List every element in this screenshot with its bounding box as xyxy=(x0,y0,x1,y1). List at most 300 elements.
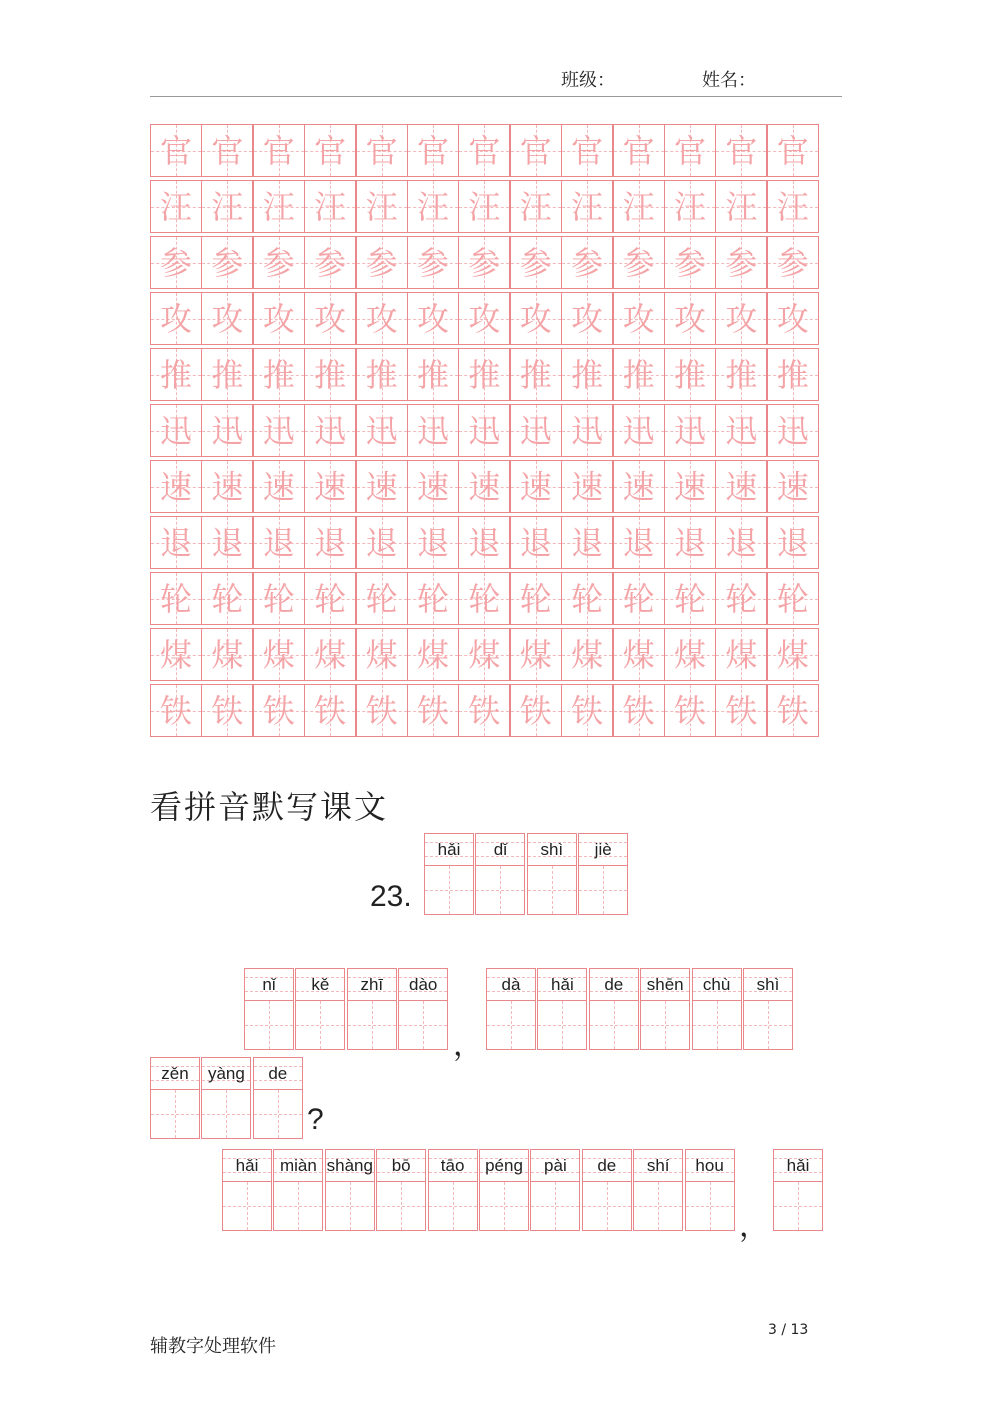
trace-character: 攻 xyxy=(468,299,501,338)
practice-cell xyxy=(407,572,459,625)
pinyin-label: shēn xyxy=(641,969,689,1001)
trace-character: 推 xyxy=(673,355,706,394)
trace-character: 轮 xyxy=(262,579,295,618)
practice-cell xyxy=(356,572,408,625)
writing-area[interactable] xyxy=(693,1001,741,1049)
practice-cell xyxy=(561,180,613,233)
practice-cell xyxy=(458,404,510,457)
practice-cell xyxy=(613,460,665,513)
practice-cell xyxy=(150,292,202,345)
practice-cell xyxy=(356,460,408,513)
pinyin-box[interactable] xyxy=(424,833,474,915)
practice-cell xyxy=(561,572,613,625)
trace-character: 轮 xyxy=(365,579,398,618)
trace-character: 煤 xyxy=(211,635,244,674)
pinyin-label: pài xyxy=(531,1150,579,1182)
practice-cell xyxy=(715,516,767,569)
writing-area[interactable] xyxy=(641,1001,689,1049)
trace-character: 汪 xyxy=(725,187,758,226)
trace-character: 攻 xyxy=(159,299,192,338)
trace-character: 参 xyxy=(776,243,809,282)
trace-character: 汪 xyxy=(622,187,655,226)
practice-cell xyxy=(458,460,510,513)
practice-cell xyxy=(664,404,716,457)
trace-character: 攻 xyxy=(776,299,809,338)
practice-cell xyxy=(458,124,510,177)
practice-cell xyxy=(561,292,613,345)
practice-cell xyxy=(664,348,716,401)
pinyin-box[interactable] xyxy=(527,833,577,915)
footer-software-name: 辅教字处理软件 xyxy=(150,1336,276,1357)
pinyin-label: de xyxy=(583,1150,631,1182)
trace-character: 参 xyxy=(519,243,552,282)
practice-cell xyxy=(458,180,510,233)
writing-area[interactable] xyxy=(538,1001,586,1049)
trace-character: 铁 xyxy=(159,691,192,730)
practice-cell xyxy=(407,124,459,177)
practice-cell xyxy=(304,404,356,457)
practice-cell xyxy=(407,292,459,345)
practice-cell xyxy=(767,628,819,681)
practice-cell xyxy=(150,516,202,569)
writing-area[interactable] xyxy=(326,1182,374,1230)
trace-character: 铁 xyxy=(622,691,655,730)
practice-cell xyxy=(150,124,202,177)
trace-character: 参 xyxy=(571,243,604,282)
trace-character: 官 xyxy=(571,131,604,170)
practice-cell xyxy=(715,292,767,345)
trace-character: 攻 xyxy=(211,299,244,338)
practice-cell xyxy=(613,516,665,569)
trace-character: 官 xyxy=(314,131,347,170)
trace-character: 官 xyxy=(725,131,758,170)
practice-cell xyxy=(613,572,665,625)
pinyin-box[interactable] xyxy=(633,1149,683,1231)
trace-character: 迅 xyxy=(416,411,449,450)
trace-character: 官 xyxy=(622,131,655,170)
practice-cell xyxy=(613,124,665,177)
trace-character: 官 xyxy=(211,131,244,170)
trace-character: 煤 xyxy=(673,635,706,674)
practice-cell xyxy=(561,236,613,289)
trace-character: 攻 xyxy=(262,299,295,338)
trace-character: 汪 xyxy=(519,187,552,226)
practice-cell xyxy=(356,180,408,233)
trace-character: 攻 xyxy=(673,299,706,338)
trace-character: 迅 xyxy=(622,411,655,450)
pinyin-label: dà xyxy=(487,969,535,1001)
practice-cell xyxy=(458,684,510,737)
practice-cell xyxy=(613,292,665,345)
practice-cell xyxy=(510,236,562,289)
writing-area[interactable] xyxy=(487,1001,535,1049)
practice-cell xyxy=(664,292,716,345)
practice-cell xyxy=(613,180,665,233)
trace-character: 攻 xyxy=(571,299,604,338)
trace-character: 迅 xyxy=(159,411,192,450)
trace-character: 速 xyxy=(622,467,655,506)
writing-area[interactable] xyxy=(223,1182,271,1230)
pinyin-box[interactable] xyxy=(479,1149,529,1231)
practice-cell xyxy=(510,684,562,737)
practice-cell xyxy=(253,180,305,233)
writing-area[interactable] xyxy=(476,866,524,914)
writing-area[interactable] xyxy=(744,1001,792,1049)
practice-cell xyxy=(201,460,253,513)
trace-character: 攻 xyxy=(416,299,449,338)
trace-character: 迅 xyxy=(211,411,244,450)
pinyin-label: miàn xyxy=(274,1150,322,1182)
practice-cell xyxy=(201,572,253,625)
practice-cell xyxy=(715,572,767,625)
trace-character: 迅 xyxy=(365,411,398,450)
practice-cell xyxy=(304,460,356,513)
pinyin-box[interactable] xyxy=(201,1057,251,1139)
practice-cell xyxy=(150,236,202,289)
writing-area[interactable] xyxy=(579,866,627,914)
trace-character: 汪 xyxy=(211,187,244,226)
pinyin-box[interactable] xyxy=(244,968,294,1050)
writing-area[interactable] xyxy=(583,1182,631,1230)
practice-cell xyxy=(767,124,819,177)
trace-character: 铁 xyxy=(365,691,398,730)
trace-character: 推 xyxy=(416,355,449,394)
trace-character: 速 xyxy=(159,467,192,506)
practice-cell xyxy=(767,348,819,401)
pinyin-box[interactable] xyxy=(475,833,525,915)
practice-cell xyxy=(458,236,510,289)
writing-area[interactable] xyxy=(686,1182,734,1230)
practice-cell xyxy=(664,460,716,513)
trace-character: 速 xyxy=(365,467,398,506)
trace-character: 煤 xyxy=(314,635,347,674)
practice-cell xyxy=(356,236,408,289)
practice-cell xyxy=(356,348,408,401)
trace-character: 退 xyxy=(519,523,552,562)
trace-character: 轮 xyxy=(314,579,347,618)
trace-character: 轮 xyxy=(725,579,758,618)
pinyin-box[interactable] xyxy=(773,1149,823,1231)
writing-area[interactable] xyxy=(425,866,473,914)
practice-cell xyxy=(407,460,459,513)
trace-character: 铁 xyxy=(571,691,604,730)
practice-cell xyxy=(613,348,665,401)
writing-area[interactable] xyxy=(531,1182,579,1230)
trace-character: 汪 xyxy=(571,187,604,226)
trace-character: 参 xyxy=(211,243,244,282)
trace-character: 推 xyxy=(622,355,655,394)
practice-cell xyxy=(510,404,562,457)
practice-cell xyxy=(664,628,716,681)
trace-character: 轮 xyxy=(776,579,809,618)
trace-character: 汪 xyxy=(416,187,449,226)
practice-cell xyxy=(407,628,459,681)
pinyin-box[interactable] xyxy=(273,1149,323,1231)
practice-cell xyxy=(613,628,665,681)
pinyin-label: dǐ xyxy=(476,834,524,866)
pinyin-box[interactable] xyxy=(295,968,345,1050)
practice-cell xyxy=(767,572,819,625)
pinyin-label: zhī xyxy=(348,969,396,1001)
practice-cell xyxy=(561,460,613,513)
practice-cell xyxy=(253,348,305,401)
pinyin-box[interactable] xyxy=(428,1149,478,1231)
pinyin-box[interactable] xyxy=(685,1149,735,1231)
pinyin-box[interactable] xyxy=(325,1149,375,1231)
pinyin-label: tāo xyxy=(429,1150,477,1182)
trace-character: 参 xyxy=(262,243,295,282)
trace-character: 参 xyxy=(622,243,655,282)
trace-character: 迅 xyxy=(468,411,501,450)
practice-cell xyxy=(201,180,253,233)
pinyin-label: shì xyxy=(744,969,792,1001)
practice-cell xyxy=(356,404,408,457)
trace-character: 速 xyxy=(673,467,706,506)
trace-character: 迅 xyxy=(673,411,706,450)
trace-character: 轮 xyxy=(622,579,655,618)
pinyin-label: chù xyxy=(693,969,741,1001)
trace-character: 官 xyxy=(468,131,501,170)
writing-area[interactable] xyxy=(429,1182,477,1230)
practice-cell xyxy=(561,124,613,177)
practice-cell xyxy=(767,180,819,233)
practice-cell xyxy=(407,516,459,569)
pinyin-box[interactable] xyxy=(589,968,639,1050)
pinyin-box[interactable] xyxy=(376,1149,426,1231)
writing-area[interactable] xyxy=(377,1182,425,1230)
pinyin-label: hǎi xyxy=(774,1150,822,1182)
practice-cell xyxy=(253,124,305,177)
pinyin-box[interactable] xyxy=(222,1149,272,1231)
trace-character: 参 xyxy=(468,243,501,282)
trace-character: 退 xyxy=(416,523,449,562)
trace-character: 速 xyxy=(519,467,552,506)
trace-character: 推 xyxy=(314,355,347,394)
trace-character: 煤 xyxy=(416,635,449,674)
writing-area[interactable] xyxy=(634,1182,682,1230)
practice-cell xyxy=(304,628,356,681)
writing-area[interactable] xyxy=(202,1090,250,1138)
practice-cell xyxy=(510,460,562,513)
trace-character: 迅 xyxy=(725,411,758,450)
page-number: 3 / 13 xyxy=(768,1322,809,1338)
practice-cell xyxy=(201,124,253,177)
writing-area[interactable] xyxy=(296,1001,344,1049)
trace-character: 铁 xyxy=(519,691,552,730)
trace-character: 轮 xyxy=(211,579,244,618)
trace-character: 煤 xyxy=(519,635,552,674)
section-title: 看拼音默写课文 xyxy=(150,788,389,826)
trace-character: 速 xyxy=(416,467,449,506)
practice-cell xyxy=(458,348,510,401)
trace-character: 煤 xyxy=(571,635,604,674)
trace-character: 退 xyxy=(776,523,809,562)
pinyin-box[interactable] xyxy=(150,1057,200,1139)
practice-cell xyxy=(407,236,459,289)
practice-cell xyxy=(201,628,253,681)
trace-character: 参 xyxy=(725,243,758,282)
practice-cell xyxy=(201,516,253,569)
pinyin-label: péng xyxy=(480,1150,528,1182)
question-mark: ? xyxy=(307,1103,324,1136)
trace-character: 轮 xyxy=(468,579,501,618)
trace-character: 攻 xyxy=(314,299,347,338)
writing-area[interactable] xyxy=(348,1001,396,1049)
pinyin-label: shì xyxy=(528,834,576,866)
writing-area[interactable] xyxy=(528,866,576,914)
trace-character: 官 xyxy=(262,131,295,170)
practice-cell xyxy=(510,124,562,177)
practice-cell xyxy=(715,404,767,457)
header-divider xyxy=(150,96,842,97)
trace-character: 退 xyxy=(159,523,192,562)
practice-cell xyxy=(304,348,356,401)
trace-character: 汪 xyxy=(159,187,192,226)
pinyin-box[interactable] xyxy=(347,968,397,1050)
pinyin-box[interactable] xyxy=(578,833,628,915)
pinyin-label: nǐ xyxy=(245,969,293,1001)
pinyin-label: jiè xyxy=(579,834,627,866)
trace-character: 退 xyxy=(468,523,501,562)
trace-character: 攻 xyxy=(365,299,398,338)
practice-cell xyxy=(715,236,767,289)
practice-cell xyxy=(253,404,305,457)
trace-character: 轮 xyxy=(416,579,449,618)
practice-cell xyxy=(561,516,613,569)
practice-cell xyxy=(561,628,613,681)
practice-cell xyxy=(407,180,459,233)
practice-cell xyxy=(253,684,305,737)
practice-cell xyxy=(304,180,356,233)
trace-character: 参 xyxy=(159,243,192,282)
pinyin-label: hǎi xyxy=(425,834,473,866)
trace-character: 攻 xyxy=(519,299,552,338)
practice-cell xyxy=(715,180,767,233)
writing-area[interactable] xyxy=(480,1182,528,1230)
practice-cell xyxy=(253,236,305,289)
practice-cell xyxy=(664,180,716,233)
practice-cell xyxy=(407,348,459,401)
trace-character: 退 xyxy=(365,523,398,562)
trace-character: 退 xyxy=(262,523,295,562)
trace-character: 轮 xyxy=(571,579,604,618)
writing-area[interactable] xyxy=(590,1001,638,1049)
header-class-label: 班级： xyxy=(561,70,615,91)
practice-cell xyxy=(510,180,562,233)
comma-1: ， xyxy=(453,1029,483,1062)
practice-cell xyxy=(767,404,819,457)
comma-2: ， xyxy=(739,1210,769,1243)
pinyin-box[interactable] xyxy=(530,1149,580,1231)
header-name-label: 姓名： xyxy=(702,70,756,91)
practice-cell xyxy=(356,124,408,177)
trace-character: 铁 xyxy=(211,691,244,730)
writing-area[interactable] xyxy=(254,1090,302,1138)
trace-character: 速 xyxy=(468,467,501,506)
practice-cell xyxy=(561,348,613,401)
trace-character: 汪 xyxy=(262,187,295,226)
trace-character: 铁 xyxy=(468,691,501,730)
trace-character: 煤 xyxy=(262,635,295,674)
practice-cell xyxy=(356,684,408,737)
trace-character: 退 xyxy=(673,523,706,562)
pinyin-box[interactable] xyxy=(582,1149,632,1231)
practice-cell xyxy=(613,404,665,457)
pinyin-box[interactable] xyxy=(486,968,536,1050)
pinyin-box[interactable] xyxy=(398,968,448,1050)
trace-character: 轮 xyxy=(519,579,552,618)
exercise-number: 23. xyxy=(370,880,412,913)
practice-cell xyxy=(715,348,767,401)
trace-character: 退 xyxy=(571,523,604,562)
trace-character: 速 xyxy=(211,467,244,506)
practice-cell xyxy=(458,572,510,625)
writing-area[interactable] xyxy=(274,1182,322,1230)
trace-character: 推 xyxy=(211,355,244,394)
pinyin-box[interactable] xyxy=(537,968,587,1050)
trace-character: 退 xyxy=(314,523,347,562)
pinyin-label: kě xyxy=(296,969,344,1001)
practice-cell xyxy=(150,348,202,401)
practice-cell xyxy=(201,236,253,289)
trace-character: 参 xyxy=(365,243,398,282)
trace-character: 推 xyxy=(365,355,398,394)
pinyin-box[interactable] xyxy=(692,968,742,1050)
trace-character: 煤 xyxy=(776,635,809,674)
trace-character: 推 xyxy=(159,355,192,394)
pinyin-label: hǎi xyxy=(223,1150,271,1182)
trace-character: 速 xyxy=(571,467,604,506)
practice-cell xyxy=(150,684,202,737)
trace-character: 官 xyxy=(416,131,449,170)
practice-cell xyxy=(458,516,510,569)
pinyin-label: shí xyxy=(634,1150,682,1182)
trace-character: 迅 xyxy=(519,411,552,450)
trace-character: 退 xyxy=(622,523,655,562)
trace-character: 官 xyxy=(365,131,398,170)
trace-character: 推 xyxy=(571,355,604,394)
pinyin-label: dào xyxy=(399,969,447,1001)
writing-area[interactable] xyxy=(399,1001,447,1049)
practice-cell xyxy=(407,684,459,737)
practice-cell xyxy=(510,348,562,401)
writing-area[interactable] xyxy=(245,1001,293,1049)
trace-character: 迅 xyxy=(776,411,809,450)
pinyin-label: de xyxy=(590,969,638,1001)
trace-character: 汪 xyxy=(673,187,706,226)
writing-area[interactable] xyxy=(774,1182,822,1230)
trace-character: 攻 xyxy=(622,299,655,338)
pinyin-label: yàng xyxy=(202,1058,250,1090)
pinyin-box[interactable] xyxy=(253,1057,303,1139)
practice-cell xyxy=(664,572,716,625)
practice-cell xyxy=(767,684,819,737)
trace-character: 汪 xyxy=(776,187,809,226)
pinyin-box[interactable] xyxy=(640,968,690,1050)
trace-character: 铁 xyxy=(416,691,449,730)
practice-cell xyxy=(510,292,562,345)
trace-character: 速 xyxy=(314,467,347,506)
writing-area[interactable] xyxy=(151,1090,199,1138)
trace-character: 煤 xyxy=(622,635,655,674)
trace-character: 汪 xyxy=(314,187,347,226)
trace-character: 官 xyxy=(776,131,809,170)
trace-character: 速 xyxy=(262,467,295,506)
pinyin-box[interactable] xyxy=(743,968,793,1050)
practice-cell xyxy=(715,460,767,513)
practice-cell xyxy=(664,236,716,289)
trace-character: 参 xyxy=(416,243,449,282)
